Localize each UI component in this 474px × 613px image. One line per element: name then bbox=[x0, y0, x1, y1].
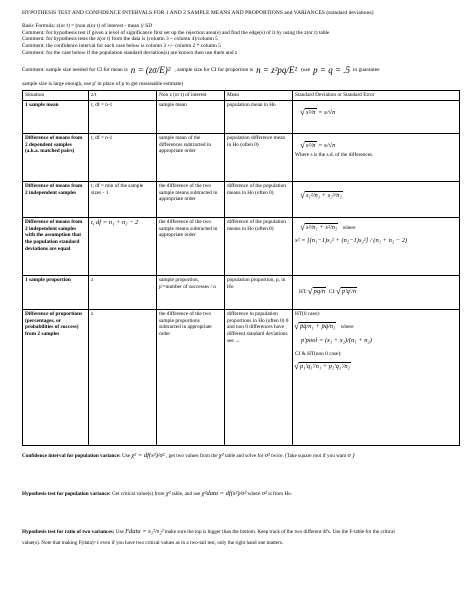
sd-cell bbox=[293, 218, 460, 276]
mean-sample-size-formula: n = (zσ/E)² bbox=[130, 65, 171, 76]
situation-cell: 1 sample proportion bbox=[23, 276, 89, 310]
situation-cell: Difference of means from 2 dependent samples (a.k.a. matched pairs) bbox=[23, 134, 89, 182]
sd-cell bbox=[293, 134, 460, 182]
df-formula: t, df = n₁ + n₂ − 2 bbox=[91, 219, 139, 227]
sd-formula: √ s₁²/n₁ + s₂²/n₂ bbox=[301, 191, 343, 200]
nonz-cell: sample mean bbox=[157, 101, 225, 134]
mean-cell: difference of the population means in Ho (often 0) bbox=[225, 182, 293, 218]
table-row bbox=[23, 310, 460, 446]
ci-variance-label: Confidence interval for population variance: bbox=[22, 453, 121, 459]
nonz-cell: the difference of the two sample proportions subtracted in appropriate order bbox=[157, 310, 225, 446]
nonz-cell: the difference of the two sample means subtracted in appropriate order bbox=[157, 182, 225, 218]
ci-variance-text-2: , get two values from the bbox=[166, 453, 218, 459]
sigma-square-symbol-2: σ² bbox=[261, 490, 267, 497]
zt-cell: z bbox=[89, 310, 157, 446]
situation-cell: Difference of means from 2 independent samples bbox=[23, 182, 89, 218]
comment-3: Comment: the confidence interval for each case below is column 3 +/- column 2 * column 5 bbox=[22, 43, 221, 50]
header-situation: Situation bbox=[23, 91, 89, 101]
header-mean: Mean bbox=[225, 91, 293, 101]
sd-formula: √ s²/n = s/√n bbox=[301, 141, 335, 150]
ht-variance-text-3: where bbox=[247, 491, 261, 497]
comment-2: Comment: for hypothesis tests the z(or t) from the data is (column 3 – column 4)/column 5 bbox=[22, 36, 218, 43]
ht-ci-label: HT: √ pq/n CI: √ p'q'/n bbox=[299, 289, 357, 295]
nonz-cell: sample proportion, p'=number of successes / n bbox=[157, 276, 225, 310]
ht-variance-section bbox=[22, 490, 462, 498]
zt-cell: t, df = n-1 bbox=[89, 101, 157, 134]
mean-cell: difference of the population means in Ho (often 0) bbox=[225, 218, 293, 276]
sd-cell bbox=[293, 182, 460, 218]
sample-size-continued: sample size is large enough, use p' in place of p to get reasonable estimate) bbox=[22, 80, 184, 87]
formula-table bbox=[22, 90, 460, 446]
table-row bbox=[23, 101, 460, 134]
situation-cell: 1 sample mean bbox=[23, 101, 89, 134]
ht-0-case-label: HT(0 case): bbox=[295, 311, 321, 318]
table-header-row bbox=[23, 91, 460, 101]
ci-ht-non0-label: CI & HT(non 0 case): bbox=[295, 350, 342, 357]
ratio-text-3: value(s). Note that making F(data)>1 even if you have two critical values as in a two-tail test, only the right hand one matters. bbox=[22, 540, 284, 547]
ratio-variance-section bbox=[22, 528, 462, 547]
sample-size-text-2: , sample size for CI for proportion is bbox=[174, 67, 254, 74]
ratio-text-1: Use bbox=[115, 529, 124, 535]
ci-variance-text-4: twice. (Take square root if you want bbox=[271, 453, 347, 459]
p-equals-q-formula: p = q = .5 bbox=[313, 65, 351, 76]
proportion-sample-size-formula: n = z²pq/E² bbox=[256, 65, 298, 76]
comment-4: Comment: for the case below if the population standard deviation(s) are known then use them and z bbox=[22, 49, 238, 56]
table-row bbox=[23, 276, 460, 310]
nonz-cell: the difference of the two sample means subtracted in appropriate order bbox=[157, 218, 225, 276]
pooled-proportion-sd-formula: √ p̄q̄/n₁ + p̄q̄/n₂ bbox=[295, 323, 336, 330]
basic-formula: Basic Formula: z(or t) = (non z(or t) of interest - mean )/ SD bbox=[22, 22, 153, 29]
chi-square-formula: χ² = df(s²)/σ² bbox=[131, 452, 165, 459]
mean-cell: population mean in Ho bbox=[225, 101, 293, 134]
ci-variance-text-3: table and solve for bbox=[224, 453, 264, 459]
pooled-variance-formula: s² = [(n₁−1)s₁² + (n₂−1)s₂²] / (n₁ + n₂ − 2) bbox=[295, 237, 408, 245]
sd-cell bbox=[293, 101, 460, 134]
header-sd: Standard Deviation or Standard Error bbox=[293, 91, 460, 101]
comment-1: Comment: for hypothesis test if given a level of significance first set up the rejection area(s) and find the edge(s) of it by using the z(or t) table bbox=[22, 29, 330, 36]
ht-variance-text-1: Get critical value(s) from bbox=[111, 491, 165, 497]
header-zt: z/t bbox=[89, 91, 157, 101]
chi-square-symbol: χ² bbox=[218, 452, 224, 459]
sigma-square-symbol: σ² bbox=[264, 452, 270, 459]
sample-size-text-1: Comment: sample size needed for CI for mean is bbox=[22, 67, 128, 74]
f-data-formula: Fdata = s₁²/s₂² bbox=[125, 528, 164, 535]
table-row bbox=[23, 218, 460, 276]
sd-cell bbox=[293, 276, 460, 310]
zt-cell: t, df = n-1 bbox=[89, 134, 157, 182]
ci-variance-section bbox=[22, 452, 462, 460]
ci-variance-text-1: Use bbox=[122, 453, 131, 459]
mean-cell: difference in population proportions in Ho (often 0) 0 and non 0 differences have different standard deviations see → bbox=[225, 310, 293, 446]
table-row bbox=[23, 182, 460, 218]
sd-cell bbox=[293, 310, 460, 446]
sample-size-text-4: to guarantee bbox=[353, 67, 380, 74]
zt-cell bbox=[89, 218, 157, 276]
sample-size-text-3: (use bbox=[301, 67, 311, 74]
chi-square-symbol-2: χ² bbox=[165, 490, 171, 497]
zt-cell: t, df = min of the sample sizes - 1 bbox=[89, 182, 157, 218]
ht-variance-text-4: is from Ho. bbox=[268, 491, 292, 497]
header-nonz: Non z (or t) of interest bbox=[157, 91, 225, 101]
ratio-text-2: make sure the top is bigger than the bottom. Keep track of the two different df's. Use the F-table for the critical bbox=[164, 529, 395, 535]
where-label-2: where bbox=[340, 323, 354, 330]
pooled-sd-formula: √ s²/n₁ + s²/n₂ bbox=[301, 224, 338, 231]
ht-variance-text-2: table, and use bbox=[171, 491, 201, 497]
ratio-label: Hypothesis test for ratio of two variances: bbox=[22, 529, 115, 535]
table-row bbox=[23, 134, 460, 182]
document-title: HYPOTHESIS TEST AND CONFIDENCE INTERVALS FOR 1 AND 2 SAMPLE MEANS AND PROPORTIONS and VARIANCES (standard deviations) bbox=[22, 10, 374, 16]
nonz-cell: sample mean of the differences subtracted in appropriate order bbox=[157, 134, 225, 182]
unpooled-proportion-sd-formula: √ p₁'q₁'/n₁ + p₂'q₂'/n₂ bbox=[295, 362, 457, 371]
mean-cell: population difference mean in Ho (often 0) bbox=[225, 134, 293, 182]
chi-square-data-formula: χ²data = df(s²)/σ² bbox=[201, 490, 247, 497]
sample-size-line bbox=[22, 63, 456, 79]
sigma-symbol: σ ) bbox=[347, 452, 355, 459]
ht-variance-label: Hypothesis test for population variance: bbox=[22, 491, 111, 497]
situation-cell: Difference of proportions (percentages, or probabilities of success) from 2 samples bbox=[23, 310, 89, 446]
sd-note: Where s is the s.d. of the differences. bbox=[295, 152, 374, 159]
zt-cell: z bbox=[89, 276, 157, 310]
situation-cell: Difference of means from 2 independent samples with the assumption that the population standard deviations are equal bbox=[23, 218, 89, 276]
where-label: where bbox=[342, 225, 356, 232]
mean-cell: population proportion, p, in Ho bbox=[225, 276, 293, 310]
sd-formula: √ s²/n = s/√n bbox=[301, 108, 335, 117]
pooled-proportion-formula: p'pool = (x₁ + x₂)/(n₁ + n₂) bbox=[301, 336, 372, 344]
